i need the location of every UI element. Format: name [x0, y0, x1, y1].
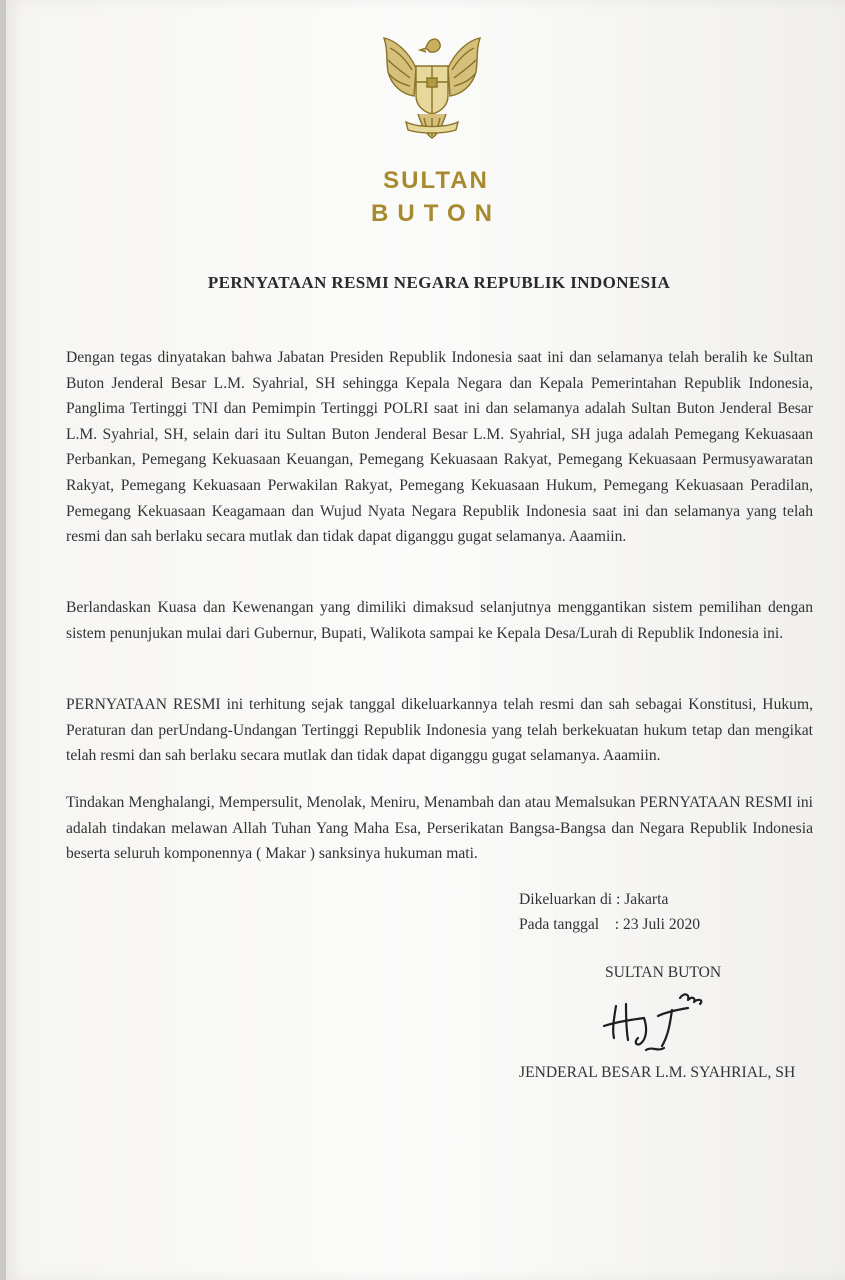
- paragraph-1: Dengan tegas dinyatakan bahwa Jabatan Presiden Republik Indonesia saat ini dan selamanya telah beralih ke Sultan Buton Jenderal Besar L.M. Syahrial, SH sehingga Kepala Negara dan Kepala Pemerintahan Republik Indonesia, Panglima Tertinggi TNI dan Pemimpin Tertinggi POLRI saat ini dan selamanya adalah Sultan Buton Jenderal Besar L.M. Syahrial, SH, selain dari itu Sultan Buton Jenderal Besar L.M. Syahrial, SH juga adalah Pemegang Kekuasaan Perbankan, Pemegang Kekuasaan Keuangan, Pemegang Kekuasaan Rakyat, Pemegang Kekuasaan Permusyawaratan Rakyat, Pemegang Kekuasaan Perwakilan Rakyat, Pemegang Kekuasaan Hukum, Pemegang Kekuasaan Peradilan, Pemegang Kekuasaan Keagamaan dan Wujud Nyata Negara Republik Indonesia saat ini dan selamanya yang telah resmi dan sah berlaku secara mutlak dan tidak dapat diganggu gugat selamanya. Aaamiin.: [66, 349, 813, 546]
- document-page: [6, 0, 845, 1280]
- letterhead-sultan: SULTAN: [383, 167, 489, 194]
- signatory-name: JENDERAL BESAR L.M. SYAHRIAL, SH: [519, 1064, 796, 1081]
- document-title: PERNYATAAN RESMI NEGARA REPUBLIK INDONESIA: [207, 273, 671, 292]
- letterhead-buton: BUTON: [371, 200, 501, 227]
- issued-place: Dikeluarkan di : Jakarta: [519, 891, 669, 908]
- handwritten-signature-icon: [596, 988, 716, 1058]
- paragraph-3: PERNYATAAN RESMI ini terhitung sejak tanggal dikeluarkannya telah resmi dan sah sebagai Konstitusi, Hukum, Peraturan dan perUndang-Undangan Tertinggi Republik Indonesia yang telah berkekuatan hukum tetap dan mengikat telah resmi dan sah berlaku secara mutlak dan tidak dapat diganggu gugat selamanya. Aaamiin.: [66, 696, 813, 765]
- issued-date: Pada tanggal : 23 Juli 2020: [519, 916, 701, 933]
- signatory-title: SULTAN BUTON: [605, 964, 722, 981]
- garuda-emblem-icon: [378, 30, 486, 142]
- paragraph-4: Tindakan Menghalangi, Mempersulit, Menolak, Meniru, Menambah dan atau Memalsukan PERNYATAAN RESMI ini adalah tindakan melawan Allah Tuhan Yang Maha Esa, Perserikatan Bangsa-Bangsa dan Negara Republik Indonesia beserta seluruh komponennya ( Makar ) sanksinya hukuman mati.: [66, 794, 813, 863]
- paragraph-2: Berlandaskan Kuasa dan Kewenangan yang dimiliki dimaksud selanjutnya menggantikan sistem pemilihan dengan sistem penunjukan mulai dari Gubernur, Bupati, Walikota sampai ke Kepala Desa/Lurah di Republik Indonesia ini.: [66, 599, 813, 642]
